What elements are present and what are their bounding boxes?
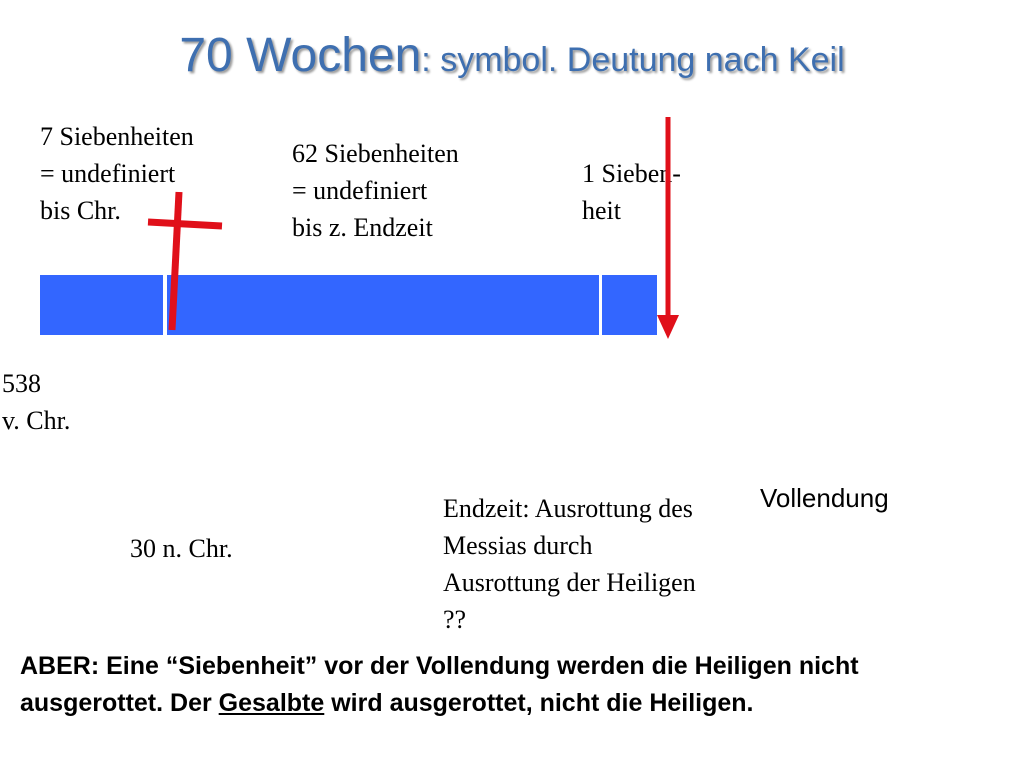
title-sub: : symbol. Deutung nach Keil — [421, 41, 845, 79]
endzeit-line: Ausrottung der Heiligen — [443, 568, 696, 597]
timeline-segment-second — [167, 275, 599, 335]
segment-second-line: = undefiniert — [292, 176, 428, 205]
cross-label — [130, 530, 233, 567]
cross-icon — [140, 190, 230, 335]
start-label — [2, 365, 70, 439]
down-arrow-icon — [648, 115, 688, 345]
endzeit-line: Endzeit: Ausrottung des — [443, 494, 693, 523]
segment-label-second — [292, 135, 459, 246]
segment-first-line: 7 Siebenheiten — [40, 122, 194, 151]
segment-first-line: = undefiniert — [40, 159, 176, 188]
note-text-start: ABER: Eine “Siebenheit” vor der Vollendung werden die Heiligen nicht ausgerottet. Der — [20, 652, 859, 717]
bottom-note — [20, 648, 980, 722]
segment-second-line: 62 Siebenheiten — [292, 139, 459, 168]
segment-second-line: bis z. Endzeit — [292, 213, 433, 242]
page-title — [0, 28, 1024, 83]
note-underlined-word: Gesalbte — [218, 689, 325, 717]
note-text-end: wird ausgerottet, nicht die Heiligen. — [324, 689, 754, 717]
vollendung-label: Vollendung — [760, 483, 889, 513]
endzeit-line: Messias durch — [443, 531, 593, 560]
endzeit-label — [443, 490, 696, 638]
segment-third-line: 1 Sieben- — [582, 159, 681, 188]
title-main: 70 Wochen — [179, 29, 422, 82]
endzeit-line: ?? — [443, 605, 467, 634]
cross-label-text: 30 n. Chr. — [130, 534, 233, 563]
start-label-line: 538 — [2, 369, 41, 398]
segment-third-line: heit — [582, 196, 621, 225]
start-label-line: v. Chr. — [2, 406, 71, 435]
segment-first-line: bis Chr. — [40, 196, 121, 225]
